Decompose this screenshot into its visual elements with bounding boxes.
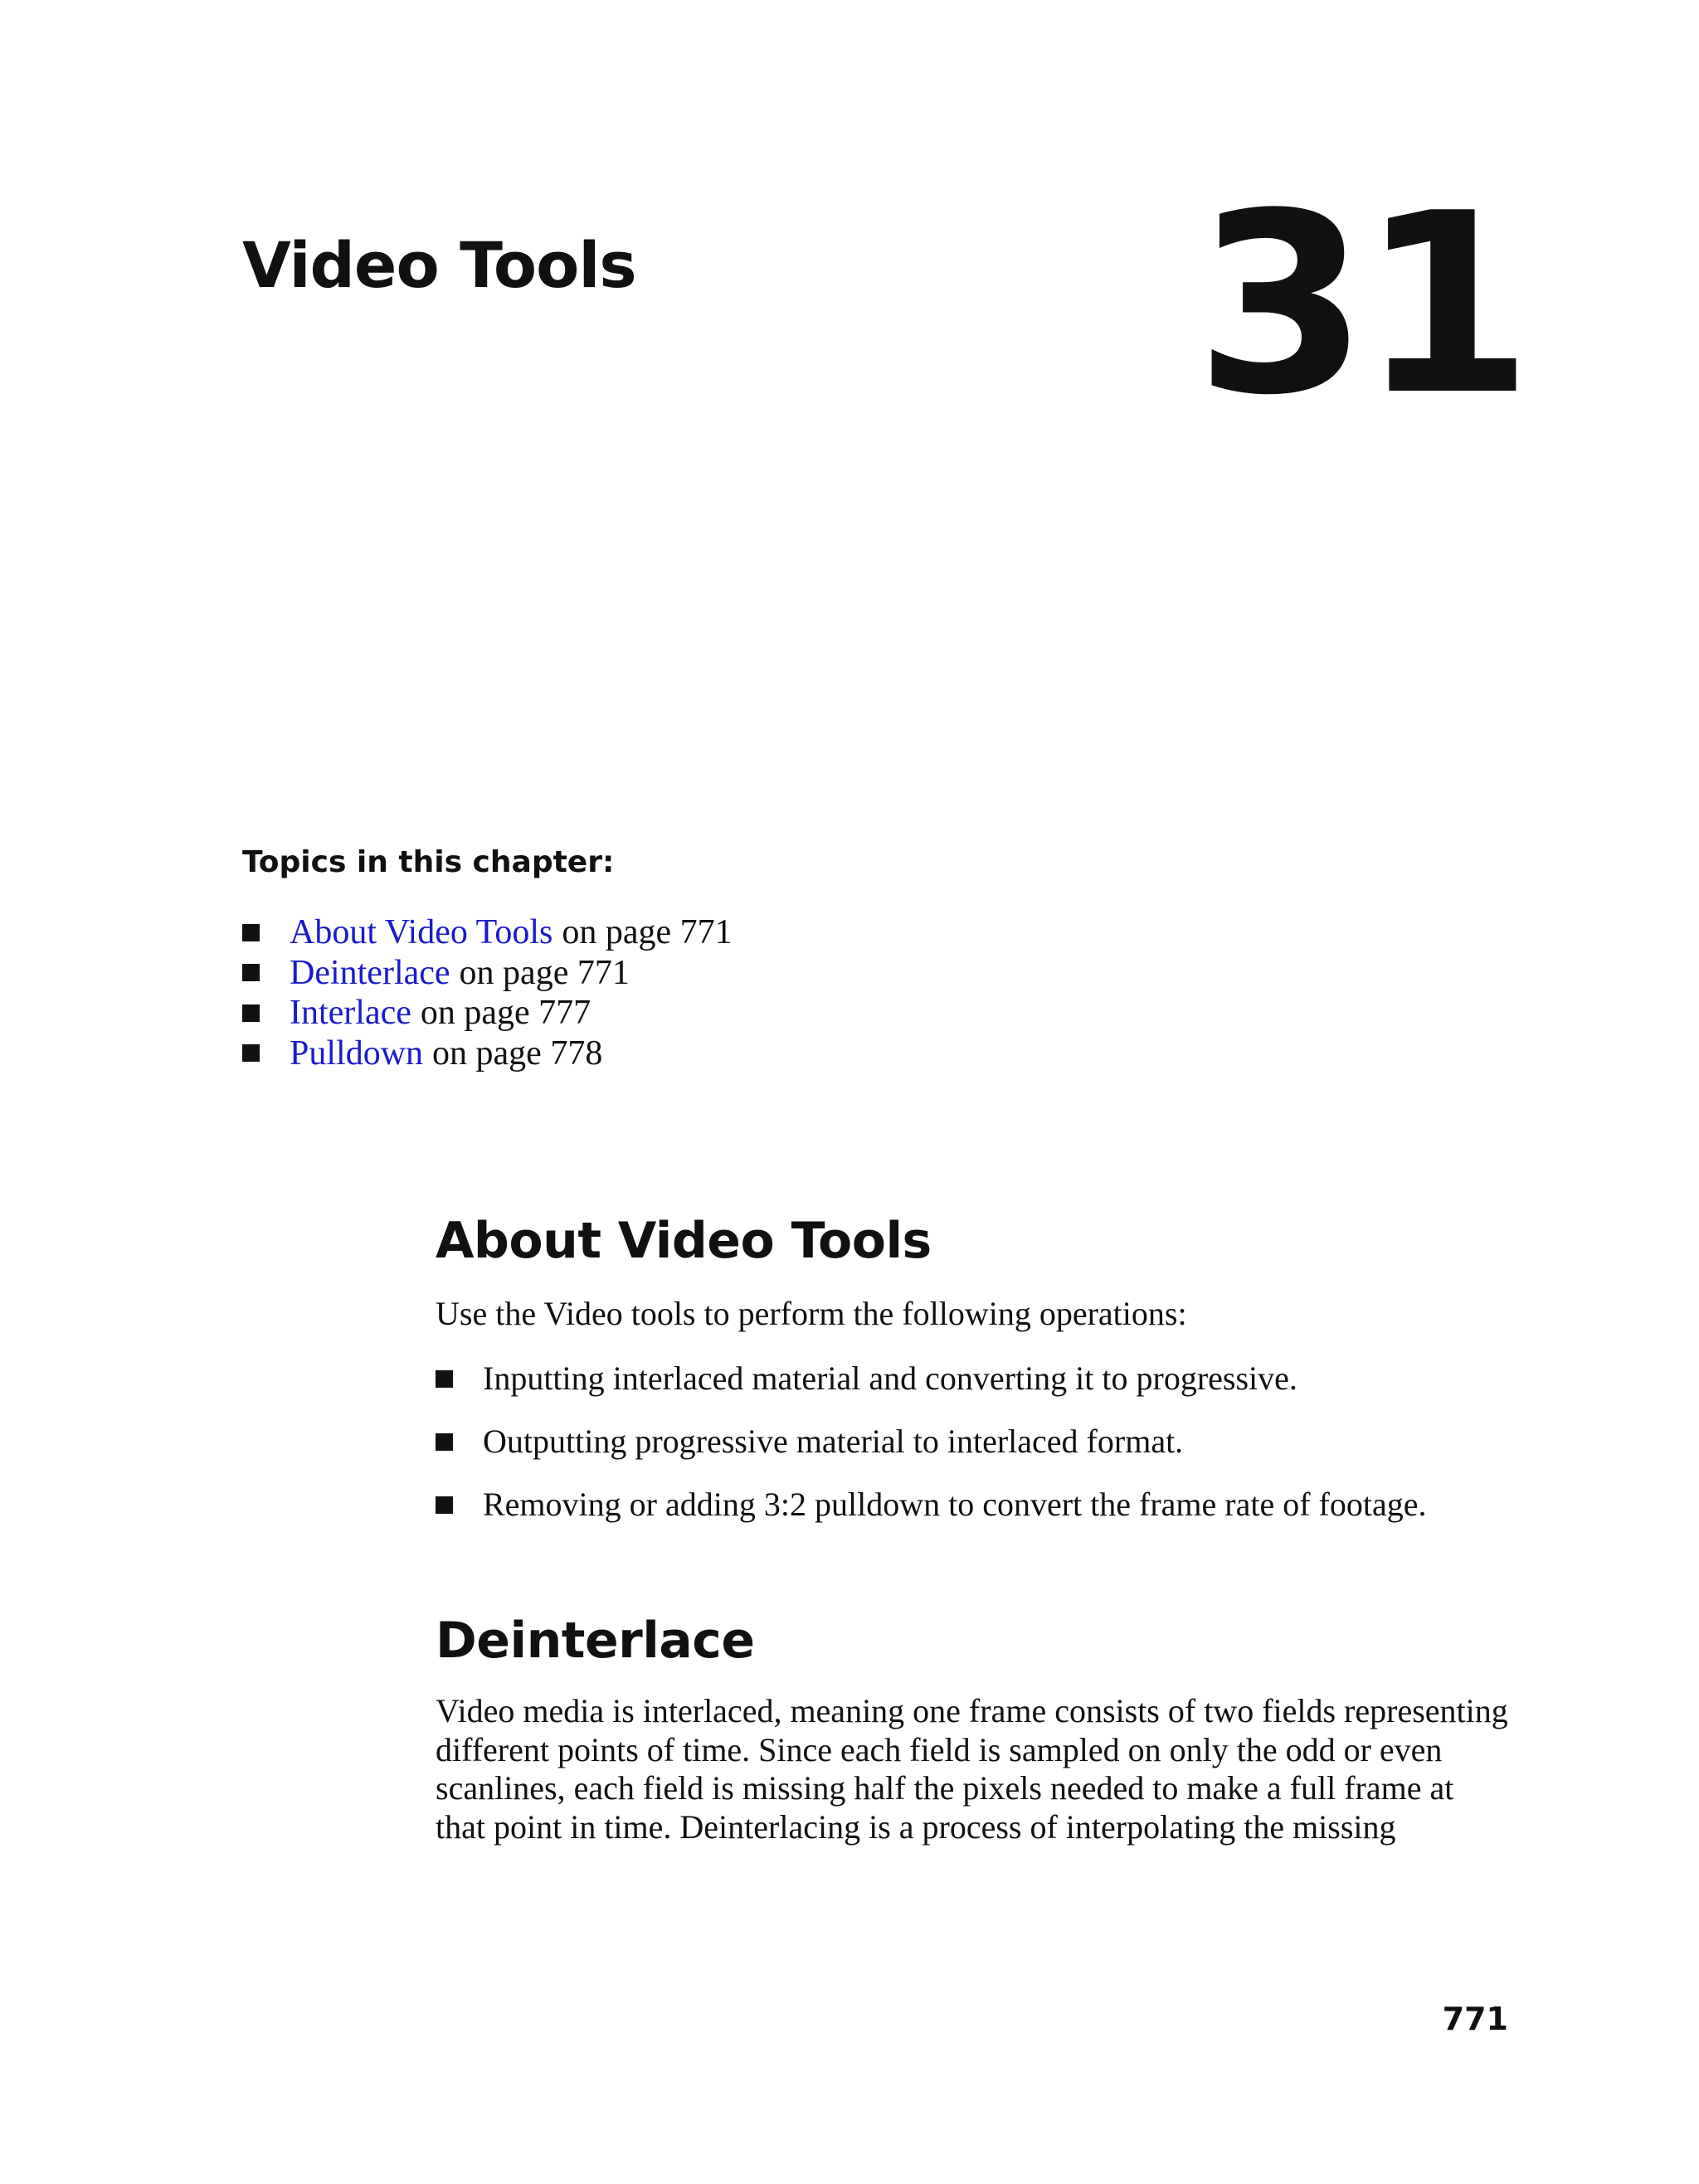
paragraph-line: Video media is interlaced, meaning one frame consists of two fields representing bbox=[436, 1692, 1508, 1729]
paragraph-line: scanlines, each field is missing half the pixels needed to make a full frame at bbox=[436, 1769, 1454, 1807]
topic-item bbox=[242, 953, 733, 994]
operation-text: Outputting progressive material to interlaced format. bbox=[483, 1423, 1184, 1460]
topics-heading: Topics in this chapter: bbox=[242, 845, 615, 879]
topic-item bbox=[242, 912, 733, 953]
square-bullet-icon bbox=[242, 964, 260, 981]
chapter-title: Video Tools bbox=[242, 228, 636, 302]
operations-list bbox=[436, 1359, 1426, 1548]
topic-list bbox=[242, 912, 733, 1073]
square-bullet-icon bbox=[436, 1496, 453, 1514]
topic-link-about-video-tools[interactable]: About Video Tools bbox=[290, 913, 553, 952]
section-heading-deinterlace: Deinterlace bbox=[436, 1612, 755, 1670]
chapter-number: 31 bbox=[1195, 160, 1525, 450]
deinterlace-paragraph bbox=[436, 1692, 1539, 1846]
topic-link-pulldown[interactable]: Pulldown bbox=[290, 1034, 424, 1073]
list-item bbox=[436, 1359, 1426, 1422]
topic-page-ref: on page 777 bbox=[420, 994, 591, 1033]
square-bullet-icon bbox=[436, 1433, 453, 1451]
section-heading-about-video-tools: About Video Tools bbox=[436, 1212, 932, 1270]
list-item bbox=[436, 1422, 1426, 1485]
paragraph-line: different points of time. Since each field is sampled on only the odd or even bbox=[436, 1730, 1443, 1768]
square-bullet-icon bbox=[242, 1004, 260, 1022]
square-bullet-icon bbox=[436, 1370, 453, 1388]
page-number: 771 bbox=[1442, 2001, 1508, 2037]
topic-page-ref: on page 778 bbox=[432, 1034, 603, 1073]
operation-text: Removing or adding 3:2 pulldown to convert the frame rate of footage. bbox=[483, 1486, 1427, 1523]
topic-item bbox=[242, 1034, 733, 1074]
topic-link-deinterlace[interactable]: Deinterlace bbox=[290, 953, 450, 992]
list-item bbox=[436, 1485, 1426, 1548]
topic-item bbox=[242, 993, 733, 1034]
operation-text: Inputting interlaced material and converting it to progressive. bbox=[483, 1360, 1297, 1397]
topic-page-ref: on page 771 bbox=[562, 913, 733, 952]
topic-page-ref: on page 771 bbox=[459, 953, 630, 992]
square-bullet-icon bbox=[242, 924, 260, 941]
square-bullet-icon bbox=[242, 1044, 260, 1062]
topic-link-interlace[interactable]: Interlace bbox=[290, 994, 411, 1033]
paragraph-line: that point in time. Deinterlacing is a process of interpolating the missing bbox=[436, 1807, 1396, 1846]
about-intro: Use the Video tools to perform the following operations: bbox=[436, 1295, 1187, 1332]
